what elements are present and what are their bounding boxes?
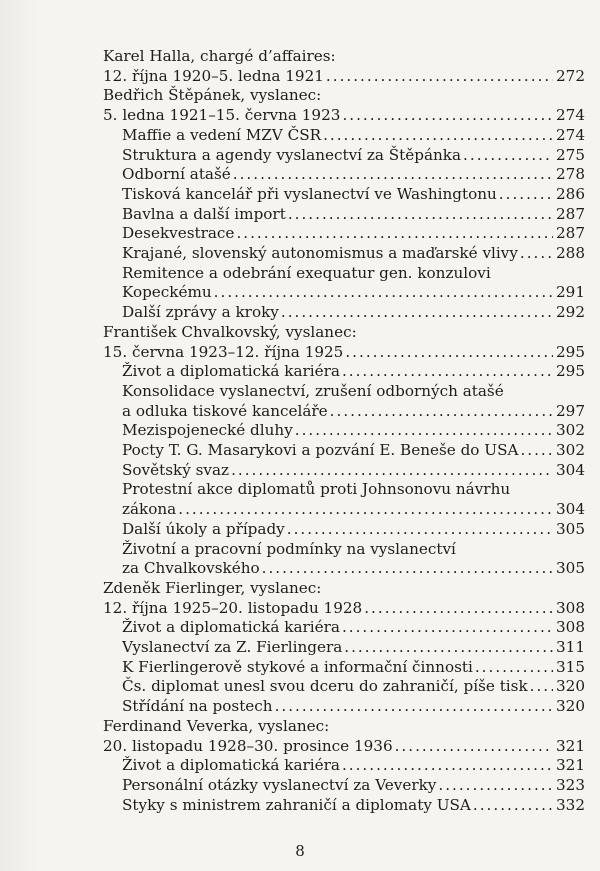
toc-leader-dots xyxy=(178,499,553,519)
toc-entry-title: František Chvalkovský, vyslanec: xyxy=(103,322,357,341)
toc-entry-title: Zdeněk Fierlinger, vyslanec: xyxy=(103,578,322,597)
toc-section-line xyxy=(103,85,321,105)
toc-subsection-line xyxy=(122,696,585,716)
toc-page-number: 287 xyxy=(556,204,585,223)
toc-leader-dots xyxy=(342,617,553,637)
toc-page-number: 305 xyxy=(556,519,585,538)
toc-entry-title: Personální otázky vyslanectví za Veverky xyxy=(122,775,437,794)
toc-entry-title: Další úkoly a případy xyxy=(122,519,285,538)
toc-page-number: 320 xyxy=(556,677,585,696)
toc-leader-dots xyxy=(342,361,553,381)
toc-leader-dots xyxy=(287,519,553,539)
toc-leader-dots xyxy=(364,598,553,618)
toc-entry-title: Život a diplomatická kariéra xyxy=(122,362,340,381)
toc-page-number: 302 xyxy=(556,421,585,440)
toc-section-line xyxy=(103,322,357,342)
page-number: 8 xyxy=(295,842,305,860)
toc-page-number: 287 xyxy=(556,224,585,243)
toc-subsection-line xyxy=(122,617,585,637)
toc-page-number: 323 xyxy=(556,775,585,794)
toc-page-number: 275 xyxy=(556,145,585,164)
toc-section-line xyxy=(103,46,336,66)
toc-leader-dots xyxy=(473,795,553,815)
toc-page-number: 278 xyxy=(556,165,585,184)
toc-entry-title: zákona xyxy=(122,500,177,519)
toc-entry-title: Život a diplomatická kariéra xyxy=(122,618,340,637)
toc-leader-dots xyxy=(262,558,553,578)
toc-entry-title: 5. ledna 1921–15. června 1923 xyxy=(103,106,341,125)
toc-page-number: 332 xyxy=(556,795,585,814)
toc-entry-title: Desekvestrace xyxy=(122,224,235,243)
toc-subsection-line xyxy=(122,637,585,657)
toc-subsection-line xyxy=(122,479,510,499)
toc-leader-dots xyxy=(275,696,553,716)
toc-entry-title: Mezispojenecké dluhy xyxy=(122,421,293,440)
toc-leader-dots xyxy=(438,775,553,795)
toc-entry-title: Střídání na postech xyxy=(122,697,273,716)
toc-leader-dots xyxy=(295,420,553,440)
toc-entry-title: Styky s ministrem zahraničí a diplomaty USA xyxy=(122,795,471,814)
toc-entry-title: Čs. diplomat unesl svou dceru do zahraničí, píše tisk xyxy=(122,677,528,696)
toc-leader-dots xyxy=(463,145,553,165)
toc-entry-title: Protestní akce diplomatů proti Johnsonovu návrhu xyxy=(122,480,511,499)
toc-entry-title: Odborní atašé xyxy=(122,165,231,184)
toc-subsection-line xyxy=(122,519,585,539)
toc-entry-title: Vyslanectví za Z. Fierlingera xyxy=(122,638,343,656)
toc-subsection-line xyxy=(122,775,585,795)
toc-leader-dots xyxy=(520,243,553,263)
toc-leader-dots xyxy=(281,302,553,322)
toc-entry-title: Tisková kancelář při vyslanectví ve Washingtonu xyxy=(122,184,497,203)
toc-entry-title: Krajané, slovenský autonomismus a maďarské vlivy xyxy=(122,244,518,262)
toc-page-number: 291 xyxy=(556,283,585,302)
toc-entry-title: za Chvalkovského xyxy=(122,559,260,578)
toc-entry-title: Ferdinand Veverka, vyslanec: xyxy=(103,716,330,735)
toc-page-number: 308 xyxy=(556,598,585,617)
toc-subsection-line xyxy=(122,282,585,302)
toc-leader-dots xyxy=(395,736,553,756)
toc-page-number: 288 xyxy=(556,244,585,262)
toc-leader-dots xyxy=(326,66,553,86)
toc-subsection-line xyxy=(122,263,491,283)
toc-entry-title: Život a diplomatická kariéra xyxy=(122,756,340,775)
toc-section-line xyxy=(103,598,585,618)
toc-entry-title: K Fierlingerově stykové a informační činnosti xyxy=(122,657,473,676)
toc-subsection-line xyxy=(122,676,585,696)
toc-entry-title: Další zprávy a kroky xyxy=(122,303,279,322)
toc-subsection-line xyxy=(122,184,585,204)
toc-leader-dots xyxy=(520,440,553,460)
toc-entry-title: a odluka tiskové kanceláře xyxy=(122,401,328,420)
toc-page-number: 295 xyxy=(556,342,585,361)
toc-leader-dots xyxy=(233,164,553,184)
toc-leader-dots xyxy=(214,282,553,302)
toc-subsection-line xyxy=(122,164,585,184)
toc-subsection-line xyxy=(122,440,585,460)
toc-entry-title: Pocty T. G. Masarykovi a pozvání E. Beneše do USA xyxy=(122,441,519,459)
toc-section-line xyxy=(103,342,585,362)
toc-entry-title: 12. října 1920–5. ledna 1921 xyxy=(103,66,324,85)
toc-page-number: 321 xyxy=(556,756,585,775)
toc-page-number: 304 xyxy=(556,460,585,479)
toc-page-number: 274 xyxy=(556,125,585,144)
toc-entry-title: Sovětský svaz xyxy=(122,460,230,479)
toc-page-number: 311 xyxy=(556,638,585,656)
toc-subsection-line xyxy=(122,302,585,322)
toc-subsection-line xyxy=(122,755,585,775)
toc-entry-title: Struktura a agendy vyslanectví za Štěpánka xyxy=(122,145,462,164)
toc-page-number: 295 xyxy=(556,362,585,381)
toc-page-number: 272 xyxy=(556,66,585,85)
toc-subsection-line xyxy=(122,401,585,421)
toc-page-number: 297 xyxy=(556,401,585,420)
toc-subsection-line xyxy=(122,460,585,480)
toc-subsection-line xyxy=(122,657,585,677)
toc-subsection-line xyxy=(122,145,585,165)
toc-leader-dots xyxy=(342,105,553,125)
toc-entry-title: Maffie a vedení MZV ČSR xyxy=(122,125,322,144)
toc-leader-dots xyxy=(330,401,553,421)
toc-section-line xyxy=(103,66,585,86)
toc-entry-title: Karel Halla, chargé d’affaires: xyxy=(103,47,336,65)
toc-entry-title: 15. června 1923–12. října 1925 xyxy=(103,342,344,361)
toc-entry-title: Kopeckému xyxy=(122,283,212,302)
toc-subsection-line xyxy=(122,204,585,224)
toc-entry-title: 12. října 1925–20. listopadu 1928 xyxy=(103,598,363,617)
toc-page-number: 315 xyxy=(556,657,585,676)
toc-section-line xyxy=(103,716,329,736)
toc-page-number: 308 xyxy=(556,618,585,637)
toc-section-line xyxy=(103,578,321,598)
toc-leader-dots xyxy=(475,657,553,677)
toc-section-line xyxy=(103,736,585,756)
toc-subsection-line xyxy=(122,381,504,401)
toc-subsection-line xyxy=(122,558,585,578)
toc-page-number: 305 xyxy=(556,559,585,578)
toc-entry-title: 20. listopadu 1928–30. prosince 1936 xyxy=(103,736,393,755)
toc-page-number: 320 xyxy=(556,697,585,716)
toc-entry-title: Bedřich Štěpánek, vyslanec: xyxy=(103,86,322,105)
toc-page-number: 321 xyxy=(556,736,585,755)
toc-leader-dots xyxy=(530,676,553,696)
toc-leader-dots xyxy=(323,125,553,145)
toc-page-number: 304 xyxy=(556,500,585,519)
toc-page-number: 292 xyxy=(556,303,585,322)
toc-subsection-line xyxy=(122,223,585,243)
toc-page-number: 286 xyxy=(556,184,585,203)
toc-leader-dots xyxy=(231,460,553,480)
toc-leader-dots xyxy=(288,204,553,224)
toc-leader-dots xyxy=(342,755,553,775)
toc-leader-dots xyxy=(236,223,553,243)
toc-leader-dots xyxy=(344,637,553,657)
toc-subsection-line xyxy=(122,795,585,815)
toc-entry-title: Konsolidace vyslanectví, zrušení odborných atašé xyxy=(122,381,504,400)
toc-leader-dots xyxy=(499,184,553,204)
toc-subsection-line xyxy=(122,499,585,519)
toc-leader-dots xyxy=(345,342,553,362)
toc-entry-title: Bavlna a další import xyxy=(122,204,286,223)
toc-page-number: 274 xyxy=(556,106,585,125)
toc-subsection-line xyxy=(122,361,585,381)
toc-section-line xyxy=(103,105,585,125)
toc-page-number: 302 xyxy=(556,441,585,459)
toc-subsection-line xyxy=(122,125,585,145)
toc-entry-title: Životní a pracovní podmínky na vyslanectví xyxy=(122,539,456,558)
toc-subsection-line xyxy=(122,539,456,559)
toc-subsection-line xyxy=(122,243,585,263)
toc-entry-title: Remitence a odebrání exequatur gen. konzulovi xyxy=(122,263,491,282)
toc-subsection-line xyxy=(122,420,585,440)
